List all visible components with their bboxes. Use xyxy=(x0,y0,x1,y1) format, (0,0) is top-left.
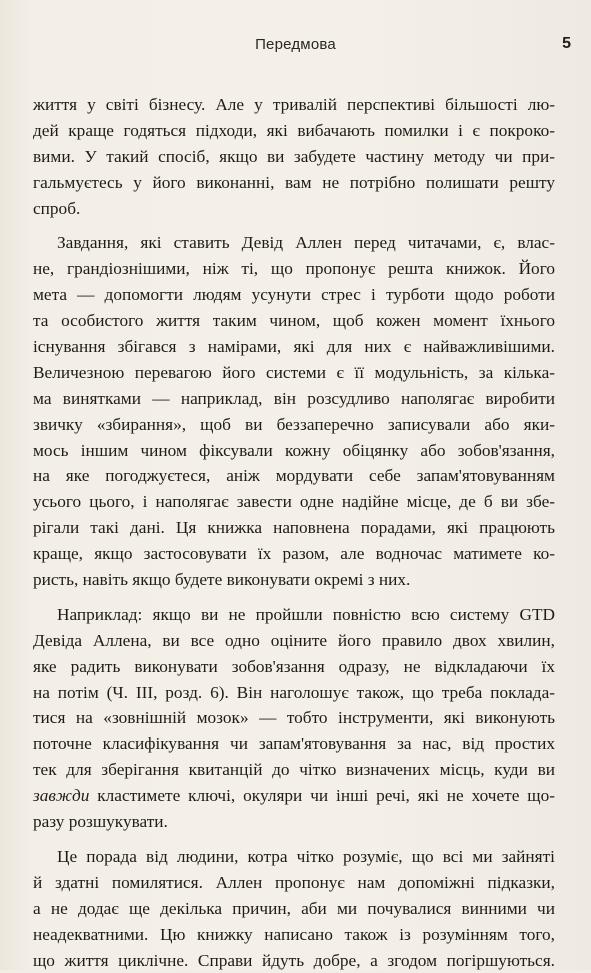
text-line: Завдання, які ставить Девід Аллен перед читачами, є, влас- xyxy=(33,230,555,256)
text-line: гальмуєтесь у його виконанні, вам не потрібно полишати решту xyxy=(33,170,555,196)
text-line: життя у світі бізнесу. Але у тривалій перспективі більшості лю- xyxy=(33,92,555,118)
body-text xyxy=(33,92,555,973)
text-line: звичку «збирання», щоб ви беззаперечно записували або яки- xyxy=(33,412,555,438)
text-line: тися на «зовнішній мозок» — тобто інструменти, які виконують xyxy=(33,705,555,731)
text-line: спроб. xyxy=(33,196,555,222)
page-number: 5 xyxy=(562,35,571,53)
text-line: Це порада від людини, котра чітко розуміє, що всі ми зайняті xyxy=(33,844,555,870)
text-line: а не додає ще декілька причин, аби ми почувалися винними чи xyxy=(33,896,555,922)
text-line: усього цього, і наполягає завести одне надійне місце, де б ви збе- xyxy=(33,489,555,515)
text-line: що життя циклічне. Справи йдуть добре, а згодом погіршуються. xyxy=(33,948,555,973)
text-line: неадекватними. Цю книжку написано також із розумінням того, xyxy=(33,922,555,948)
chapter-title: Передмова xyxy=(0,36,591,53)
text-line: разу розшукувати. xyxy=(33,809,555,835)
running-header xyxy=(0,36,591,58)
text-line: існування збігався з намірами, які для них є найважливішими. xyxy=(33,334,555,360)
text-line: Девіда Аллена, ви все одно оціните його правило двох хвилин, xyxy=(33,628,555,654)
text-line: краще, якщо застосовувати їх разом, але водночас матимете ко- xyxy=(33,541,555,567)
text-line: дей краще годяться підходи, які вибачають помилки і є покроко- xyxy=(33,118,555,144)
text-line: на потім (Ч. III, розд. 6). Він наголошує також, що треба поклада- xyxy=(33,680,555,706)
text-line: не, грандіознішими, ніж ті, що пропонує решта книжок. Його xyxy=(33,256,555,282)
text-line: й здатні помилятися. Аллен пропонує нам допоміжні підказки, xyxy=(33,870,555,896)
text-line: мось іншим чином фіксували кожну обіцянку або зобов'язання, xyxy=(33,438,555,464)
text-line: Наприклад: якщо ви не пройшли повністю всю систему GTD xyxy=(33,602,555,628)
text-line: ма винятками — наприклад, він розсудливо наполягає виробити xyxy=(33,386,555,412)
text-line: на яке погоджуєтеся, аніж мордувати себе запам'ятовуванням xyxy=(33,463,555,489)
text-line: мета — допомогти людям усунути стрес і турботи щодо роботи xyxy=(33,282,555,308)
text-line: вими. У такий спосіб, якщо ви забудете частину методу чи при- xyxy=(33,144,555,170)
text-line: тек для зберігання квитанцій до чітко визначених місць, куди ви xyxy=(33,757,555,783)
emphasized-word: завжди xyxy=(33,786,89,805)
text-line: та особистого життя таким чином, щоб кожен момент їхнього xyxy=(33,308,555,334)
text-line: яке радить виконувати зобов'язання одразу, не відкладаючи їх xyxy=(33,654,555,680)
text-line: ристь, навіть якщо будете виконувати окремі з них. xyxy=(33,567,555,593)
text-line-with-emphasis: завжди кластимете ключі, окуляри чи інші речі, які не хочете що- xyxy=(33,783,555,809)
text-line: рігали такі дані. Ця книжка наповнена порадами, які працюють xyxy=(33,515,555,541)
text-line: поточне класифікування чи запам'ятовування за нас, від простих xyxy=(33,731,555,757)
text-line: Величезною перевагою його системи є її модульність, за кілька- xyxy=(33,360,555,386)
